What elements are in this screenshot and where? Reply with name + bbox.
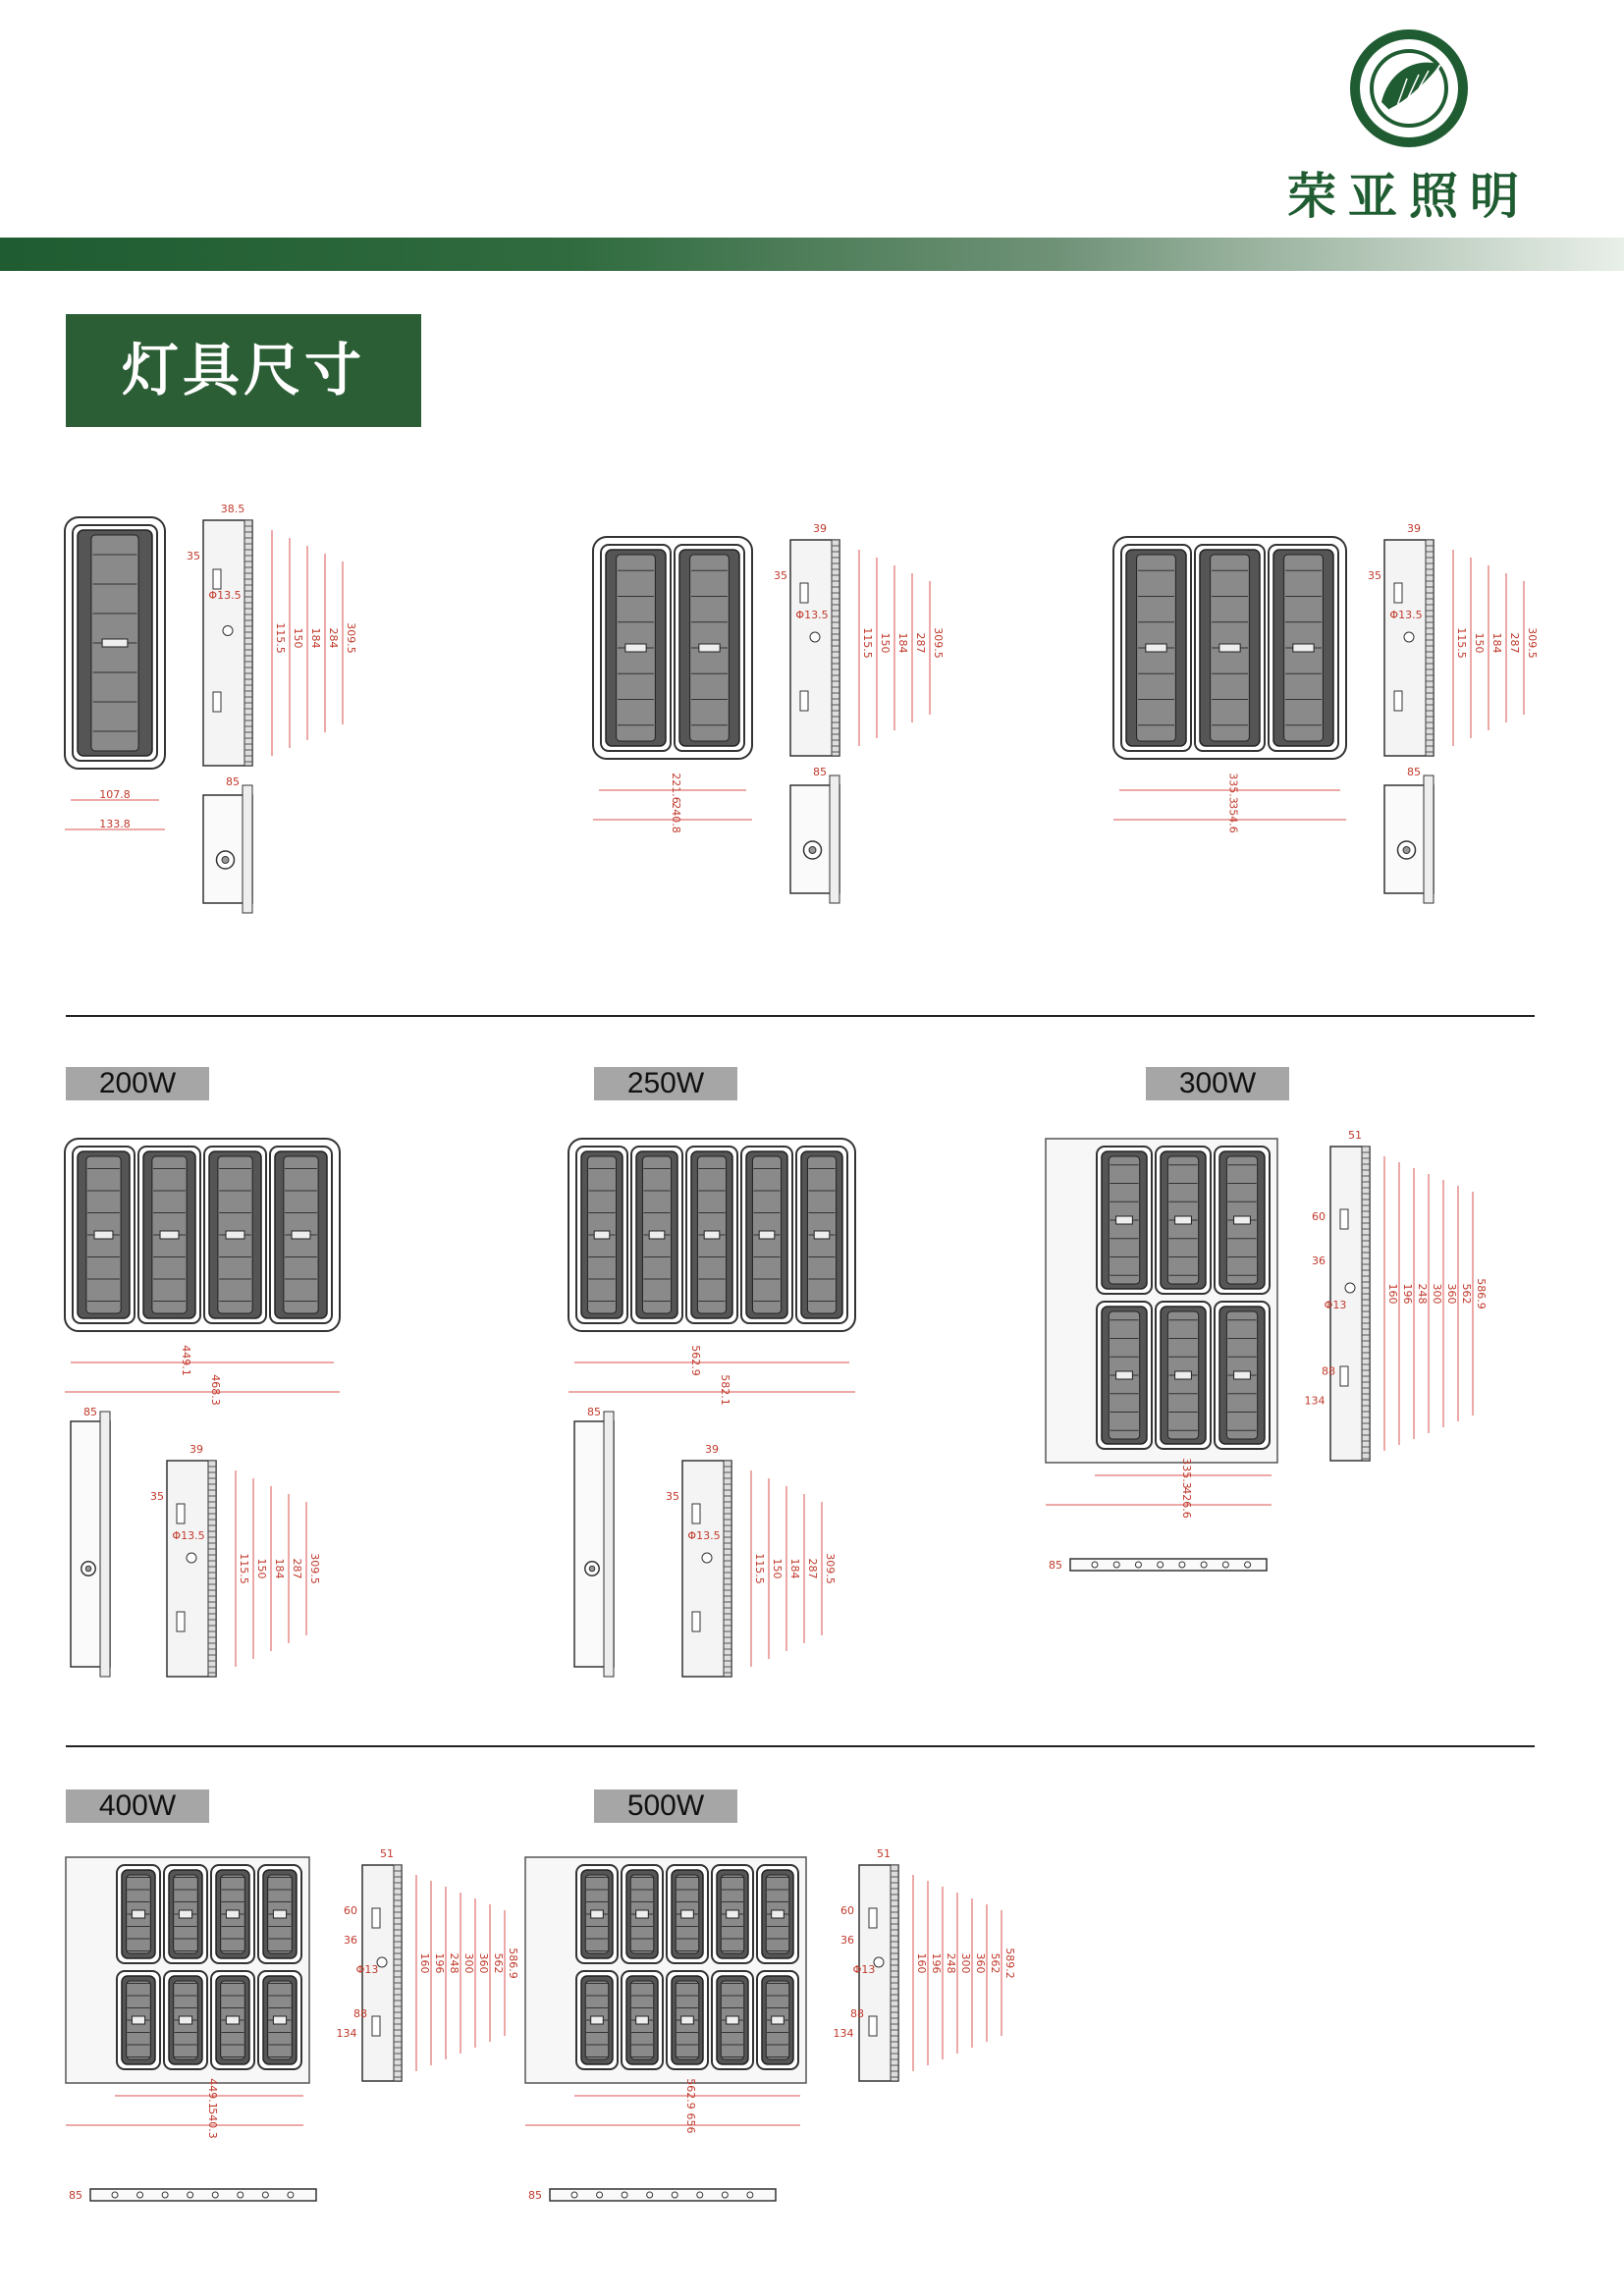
side-view — [1384, 540, 1434, 756]
dimension-label: 287 — [914, 632, 927, 654]
technical-drawing — [589, 522, 952, 996]
side-view — [167, 1461, 216, 1677]
dimension-label: 51 — [380, 1847, 394, 1860]
dimension-label: Φ13.5 — [1389, 609, 1423, 621]
dimension-label: 150 — [1473, 632, 1486, 654]
section-title-box — [66, 314, 421, 427]
dimension-label: 586.9 — [1475, 1278, 1488, 1309]
dimension-label: 88 — [353, 2007, 367, 2020]
led-module — [741, 1147, 792, 1323]
dimension-label: 115.5 — [753, 1553, 766, 1584]
dimension-label: 160 — [1386, 1283, 1399, 1305]
dimension-label: 150 — [255, 1558, 268, 1579]
bracket-strip — [1070, 1559, 1267, 1571]
divider-1 — [66, 1015, 1535, 1017]
dimension-label: 36 — [1312, 1255, 1326, 1267]
dimension-label: 449.1 — [180, 1345, 192, 1376]
dimension-label: 85 — [83, 1406, 97, 1418]
dimension-label: 360 — [1445, 1283, 1458, 1305]
dimension-label: 184 — [1490, 632, 1503, 654]
dimension-label: 287 — [806, 1558, 819, 1579]
dimension-label: 134 — [1304, 1394, 1326, 1408]
dimension-label: 562 — [1460, 1283, 1473, 1305]
divider-2 — [66, 1745, 1535, 1747]
led-module — [1215, 1302, 1270, 1449]
dimension-label: 287 — [1508, 632, 1521, 654]
led-module — [1215, 1147, 1270, 1294]
dimension-label: 150 — [771, 1558, 784, 1579]
wattage-label-400w: 400W — [66, 1789, 209, 1823]
led-module — [1195, 545, 1265, 751]
dimension-label: 184 — [309, 627, 322, 649]
dimension-label: 562.9 — [684, 2078, 697, 2109]
dimension-label: Φ13.5 — [208, 589, 242, 602]
technical-drawing — [1041, 1127, 1551, 1657]
dimension-label: 589.2 — [1003, 1948, 1016, 1979]
bracket-strip — [550, 2189, 776, 2201]
dimension-label: 85 — [813, 766, 827, 778]
dimension-label: Φ13 — [355, 1963, 379, 1976]
led-module — [1097, 1302, 1152, 1449]
led-module — [258, 1971, 301, 2069]
dimension-label: 309.5 — [308, 1553, 321, 1584]
dimension-label: 60 — [344, 1904, 357, 1917]
dimension-label: 134 — [336, 2027, 357, 2040]
led-module — [675, 545, 744, 751]
led-module — [1156, 1147, 1211, 1294]
header-band — [0, 238, 1624, 271]
dimension-label: 184 — [896, 632, 909, 654]
dimension-label: 221.6 — [670, 773, 682, 804]
led-module — [204, 1147, 266, 1323]
bracket-view — [203, 785, 252, 913]
technical-drawing — [565, 1127, 957, 1716]
dimension-label: 248 — [448, 1952, 460, 1974]
led-module — [576, 1147, 627, 1323]
dimension-label: 60 — [840, 1904, 854, 1917]
dimension-label: 35 — [1368, 569, 1381, 582]
dimension-label: 36 — [344, 1934, 357, 1947]
dimension-label: 51 — [1348, 1129, 1362, 1142]
side-view — [203, 520, 252, 766]
led-module — [576, 1971, 618, 2069]
led-module — [211, 1971, 254, 2069]
dimension-label: 150 — [879, 632, 892, 654]
dimension-label: 85 — [1049, 1559, 1062, 1572]
side-view — [682, 1461, 731, 1677]
dimension-label: 88 — [1322, 1364, 1335, 1378]
led-module — [73, 1147, 135, 1323]
dimension-label: 85 — [528, 2189, 542, 2202]
led-module — [622, 1865, 663, 1963]
dimension-label: Φ13.5 — [795, 609, 829, 621]
dimension-label: 468.3 — [209, 1374, 222, 1406]
dimension-label: 115.5 — [274, 622, 287, 654]
dimension-label: 582.1 — [719, 1374, 731, 1406]
technical-drawing — [61, 1127, 424, 1716]
led-module — [211, 1865, 254, 1963]
wattage-label-200w: 200W — [66, 1067, 209, 1100]
dimension-label: 309.5 — [932, 627, 945, 659]
dimension-label: 88 — [850, 2007, 864, 2020]
brand-logo — [1281, 29, 1537, 226]
led-module — [757, 1971, 798, 2069]
dimension-label: 35 — [150, 1490, 164, 1503]
led-module — [631, 1147, 682, 1323]
led-module — [712, 1865, 753, 1963]
led-module — [117, 1971, 160, 2069]
technical-drawing — [61, 503, 434, 977]
led-module — [1121, 545, 1191, 751]
led-module — [138, 1147, 200, 1323]
drawing-1-module — [61, 503, 434, 977]
dimension-label: 115.5 — [1455, 627, 1468, 659]
led-module — [164, 1865, 207, 1963]
dimension-label: 309.5 — [1526, 627, 1539, 659]
drawing-3-module — [1110, 522, 1542, 957]
dimension-label: 300 — [959, 1952, 972, 1974]
dimension-label: 184 — [273, 1558, 286, 1579]
led-module — [1156, 1302, 1211, 1449]
dimension-label: 540.3 — [206, 2108, 219, 2139]
dimension-label: 38.5 — [220, 503, 245, 515]
drawing-250w — [565, 1127, 957, 1716]
dimension-label: 35 — [187, 550, 200, 562]
wattage-label-500w: 500W — [594, 1789, 737, 1823]
dimension-label: 35 — [666, 1490, 679, 1503]
led-module — [73, 525, 157, 761]
dimension-label: 309.5 — [345, 622, 357, 654]
dimension-label: Φ13.5 — [687, 1529, 721, 1542]
technical-drawing — [61, 1845, 519, 2258]
led-module — [164, 1971, 207, 2069]
dimension-label: 36 — [840, 1934, 854, 1947]
dimension-label: 300 — [1431, 1283, 1443, 1305]
led-module — [270, 1147, 332, 1323]
technical-drawing — [520, 1845, 1016, 2258]
bracket-view — [574, 1412, 614, 1677]
dimension-label: 60 — [1312, 1210, 1326, 1223]
wattage-label-250w: 250W — [594, 1067, 737, 1100]
dimension-label: 107.8 — [99, 788, 131, 801]
led-module — [576, 1865, 618, 1963]
dimension-label: 196 — [930, 1952, 943, 1974]
led-module — [667, 1971, 708, 2069]
dimension-label: 335.3 — [1180, 1458, 1193, 1489]
dimension-label: Φ13 — [1324, 1299, 1347, 1311]
led-module — [796, 1147, 847, 1323]
dimension-label: 133.8 — [99, 818, 131, 830]
dimension-label: 51 — [877, 1847, 891, 1860]
dimension-label: 586.9 — [507, 1948, 519, 1979]
bracket-strip — [90, 2189, 316, 2201]
led-module — [757, 1865, 798, 1963]
led-module — [622, 1971, 663, 2069]
dimension-label: 85 — [226, 775, 240, 788]
dimension-label: 562 — [492, 1952, 505, 1974]
drawing-200w — [61, 1127, 424, 1716]
led-module — [667, 1865, 708, 1963]
dimension-label: 35 — [774, 569, 787, 582]
technical-drawing — [1110, 522, 1542, 957]
led-module — [601, 545, 671, 751]
drawing-300w — [1041, 1127, 1551, 1657]
led-module — [1097, 1147, 1152, 1294]
dimension-label: 360 — [477, 1952, 490, 1974]
dimension-label: 85 — [587, 1406, 601, 1418]
dimension-label: 309.5 — [824, 1553, 837, 1584]
wattage-label-300w: 300W — [1146, 1067, 1289, 1100]
led-module — [1269, 545, 1338, 751]
dimension-label: 335.3 — [1226, 773, 1240, 804]
led-module — [686, 1147, 737, 1323]
dimension-label: 248 — [945, 1952, 957, 1974]
led-module — [117, 1865, 160, 1963]
dimension-label: 656 — [684, 2112, 697, 2134]
dimension-label: 160 — [418, 1952, 431, 1974]
dimension-label: 449.1 — [206, 2078, 219, 2109]
dimension-label: 39 — [705, 1443, 719, 1456]
side-view — [790, 540, 839, 756]
dimension-label: 426.6 — [1180, 1487, 1193, 1519]
dimension-label: 160 — [915, 1952, 928, 1974]
dimension-label: 85 — [69, 2189, 82, 2202]
brand-name: 荣亚照明 — [1287, 168, 1531, 225]
leaf-logo-icon — [1350, 29, 1468, 147]
dimension-label: 562 — [989, 1952, 1001, 1974]
dimension-label: 354.6 — [1226, 802, 1240, 833]
led-module — [712, 1971, 753, 2069]
led-module — [258, 1865, 301, 1963]
bracket-view — [1384, 775, 1434, 903]
dimension-label: 360 — [974, 1952, 987, 1974]
dimension-label: 562.9 — [689, 1345, 702, 1376]
dimension-label: Φ13.5 — [172, 1529, 205, 1542]
dimension-label: 300 — [462, 1952, 475, 1974]
dimension-label: 150 — [292, 627, 304, 649]
dimension-label: 240.8 — [670, 802, 682, 833]
dimension-label: 39 — [1407, 522, 1421, 535]
dimension-label: 39 — [813, 522, 827, 535]
dimension-label: 196 — [433, 1952, 446, 1974]
dimension-label: 287 — [291, 1558, 303, 1579]
dimension-label: 115.5 — [238, 1553, 250, 1584]
bracket-view — [790, 775, 839, 903]
bracket-view — [71, 1412, 110, 1677]
drawing-2-module — [589, 522, 952, 996]
dimension-label: 184 — [788, 1558, 801, 1579]
dimension-label: 85 — [1407, 766, 1421, 778]
section-title: 灯具尺寸 — [121, 337, 365, 403]
dimension-label: 248 — [1416, 1283, 1429, 1305]
drawing-500w — [520, 1845, 1016, 2258]
dimension-label: 284 — [327, 627, 340, 649]
dimension-label: 134 — [833, 2027, 854, 2040]
dimension-label: Φ13 — [852, 1963, 876, 1976]
drawing-400w — [61, 1845, 519, 2258]
dimension-label: 115.5 — [861, 627, 874, 659]
dimension-label: 196 — [1401, 1283, 1414, 1305]
dimension-label: 39 — [189, 1443, 203, 1456]
